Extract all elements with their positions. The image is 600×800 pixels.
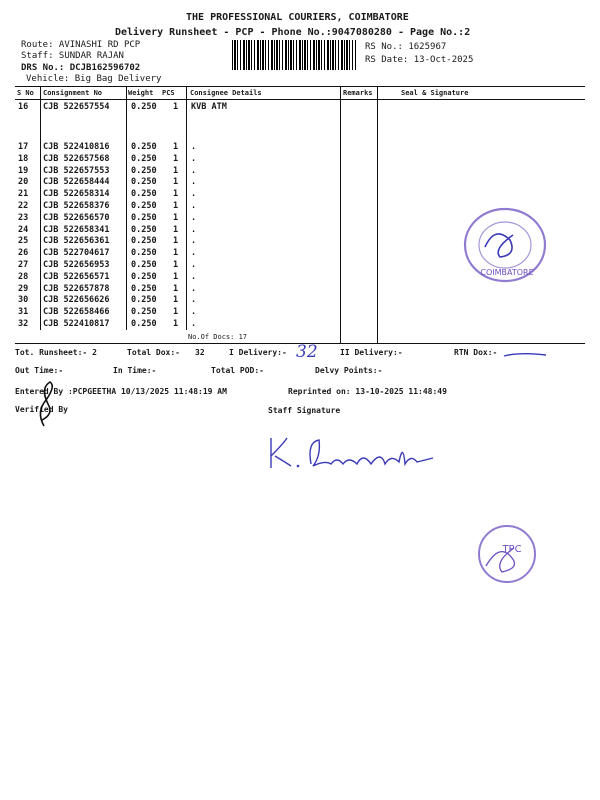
row-pcs: 1 [173,271,179,282]
row-weight: 0.250 [131,153,157,164]
table-row [0,319,600,331]
row-pcs: 1 [173,307,179,318]
row-weight: 0.250 [131,307,157,318]
col-header-pcs: PCS [162,89,175,97]
row-weight: 0.250 [131,248,157,259]
row-consignee-details: KVB ATM [191,102,227,112]
row-sno: 29 [18,283,29,294]
col-header-consignment: Consignment No [43,89,103,97]
row-pcs: 1 [173,189,179,200]
row-consignee-details: . [191,319,197,329]
vehicle-label: Vehicle: Big Bag Delivery [26,74,162,84]
row-pcs: 1 [173,142,179,152]
row-weight: 0.250 [131,142,157,152]
row-pcs: 1 [173,177,179,188]
col-header-weight: Weight [128,89,154,97]
table-row [0,189,600,201]
row-consignee-details: . [191,295,197,306]
row-weight: 0.250 [131,165,157,176]
row-consignment-no: CJB 522657553 [43,165,110,176]
row-consignment-no: CJB 522657568 [43,153,110,164]
row-sno: 28 [18,271,29,282]
row-consignee-details: . [191,189,197,200]
row-weight: 0.250 [131,177,157,188]
row-pcs: 1 [173,201,179,211]
col-header-seal: Seal & Signature [401,89,469,97]
row-consignment-no: CJB 522656361 [43,236,110,247]
row-weight: 0.250 [131,319,157,329]
row-sno: 21 [18,189,29,200]
entered-by: Entered By :PCPGEETHA 10/13/2025 11:48:19 AM [15,387,227,396]
col-header-remarks: Remarks [343,89,373,97]
table-row [0,284,600,296]
row-pcs: 1 [173,283,179,294]
staff-label: Staff: SUNDAR RAJAN [21,51,124,61]
row-pcs: 1 [173,260,179,270]
row-consignment-no: CJB 522656571 [43,271,110,282]
row-consignee-details: . [191,177,197,188]
row-weight: 0.250 [131,271,157,282]
row-weight: 0.250 [131,295,157,306]
row-sno: 24 [18,224,29,235]
staff-signature [265,430,445,475]
row-consignment-no: CJB 522656570 [43,212,110,223]
delvy-points-label: Delvy Points:- [315,366,383,375]
row-sno: 27 [18,260,29,270]
col-header-sno: S No [17,89,34,97]
row-consignee-details: . [191,307,197,318]
row-consignee-details: . [191,142,197,152]
row-weight: 0.250 [131,102,157,112]
ii-delivery-label: II Delivery:- [340,348,403,357]
row-sno: 16 [18,102,29,112]
tpc-stamp [472,522,542,586]
row-consignee-details: . [191,224,197,235]
row-consignment-no: CJB 522656953 [43,260,110,270]
verified-by-label: Verified By [15,405,68,414]
row-weight: 0.250 [131,283,157,294]
row-weight: 0.250 [131,224,157,235]
row-weight: 0.250 [131,189,157,200]
row-sno: 17 [18,142,29,152]
table-row [0,177,600,189]
drs-number: DRS No.: DCJB162596702 [21,63,141,73]
row-pcs: 1 [173,165,179,176]
staff-signature-label: Staff Signature [268,406,341,415]
table-row [0,154,600,166]
office-seal-stamp [455,205,560,285]
row-pcs: 1 [173,236,179,247]
row-sno: 32 [18,319,29,329]
table-row [0,102,600,114]
row-weight: 0.250 [131,260,157,270]
table-row [0,142,600,154]
row-sno: 31 [18,307,29,318]
row-pcs: 1 [173,212,179,223]
row-consignee-details: . [191,153,197,164]
no-of-docs: No.Of Docs: 17 [188,333,248,341]
row-pcs: 1 [173,248,179,259]
row-consignment-no: CJB 522657554 [43,102,110,112]
rs-number: RS No.: 1625967 [365,42,447,52]
row-consignee-details: . [191,260,197,270]
row-consignee-details: . [191,248,197,259]
row-sno: 26 [18,248,29,259]
runsheet-subtitle: Delivery Runsheet - PCP - Phone No.:9047080280 - Page No.:2 [115,27,471,38]
in-time-label: In Time:- [113,366,157,375]
rtn-dox-label: RTN Dox:- [454,348,498,357]
row-consignee-details: . [191,165,197,176]
row-sno: 18 [18,153,29,164]
row-consignment-no: CJB 522658466 [43,307,110,318]
table-row [0,307,600,319]
row-consignment-no: CJB 522658376 [43,201,110,211]
row-consignee-details: . [191,271,197,282]
row-consignment-no: CJB 522657878 [43,283,110,294]
out-time-label: Out Time:- [15,366,64,375]
route-label: Route: AVINASHI RD PCP [21,40,141,50]
row-consignment-no: CJB 522656626 [43,295,110,306]
table-header-border [15,99,585,100]
row-weight: 0.250 [131,236,157,247]
row-sno: 23 [18,212,29,223]
row-consignment-no: CJB 522410817 [43,319,110,329]
tpc-text: TPC [502,544,522,555]
row-sno: 19 [18,165,29,176]
table-row [0,166,600,178]
row-consignee-details: . [191,283,197,294]
row-consignment-no: CJB 522658444 [43,177,110,188]
col-header-consignee: Consignee Details [190,89,262,97]
row-consignment-no: CJB 522658314 [43,189,110,200]
total-pod-label: Total POD:- [211,366,264,375]
row-consignment-no: CJB 522410816 [43,142,110,152]
row-consignee-details: . [191,201,197,211]
row-pcs: 1 [173,153,179,164]
row-sno: 20 [18,177,29,188]
verifier-signature [30,380,64,430]
row-sno: 25 [18,236,29,247]
total-dox-label: Total Dox:- [127,348,180,357]
seal-text: COIMBATORE [480,268,534,277]
row-consignment-no: CJB 522658341 [43,224,110,235]
i-delivery-label: I Delivery:- [229,348,287,357]
row-sno: 22 [18,201,29,211]
row-consignment-no: CJB 522704617 [43,248,110,259]
barcode [232,40,356,70]
row-consignee-details: . [191,212,197,223]
row-pcs: 1 [173,319,179,329]
rs-date: RS Date: 13-Oct-2025 [365,55,474,65]
i-delivery-handwritten: 32 [296,342,318,362]
rtn-dox-handwritten-mark [500,350,550,362]
row-weight: 0.250 [131,201,157,211]
row-pcs: 1 [173,102,179,112]
tot-runsheet: Tot. Runsheet:- 2 [15,348,97,357]
row-pcs: 1 [173,295,179,306]
row-consignee-details: . [191,236,197,247]
table-top-border [15,86,585,87]
company-title: THE PROFESSIONAL COURIERS, COIMBATORE [186,12,409,23]
reprinted-on: Reprinted on: 13-10-2025 11:48:49 [288,387,447,396]
row-weight: 0.250 [131,212,157,223]
row-pcs: 1 [173,224,179,235]
row-sno: 30 [18,295,29,306]
table-row [0,295,600,307]
total-dox-value: 32 [195,348,205,357]
